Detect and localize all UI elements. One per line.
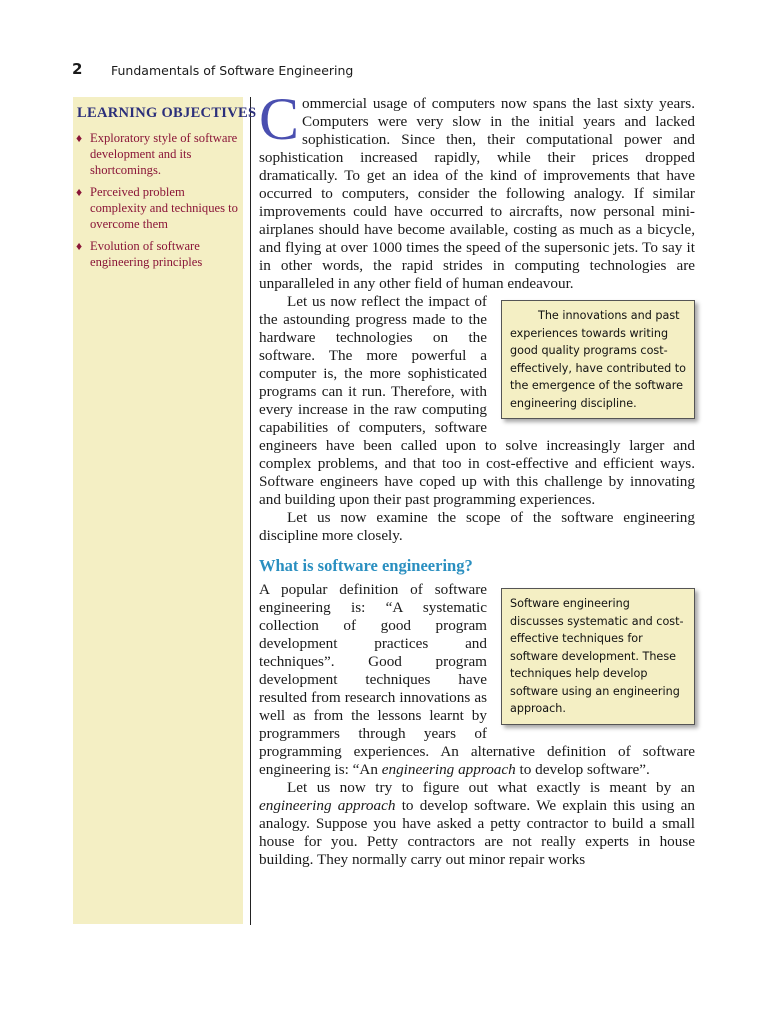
- objective-text: Perceived problem complexity and techniques to overcome them: [90, 185, 238, 231]
- objective-item: [76, 130, 238, 178]
- paragraph: [259, 293, 695, 509]
- paragraph: [259, 581, 695, 779]
- paragraph: [259, 779, 695, 869]
- drop-cap: C: [259, 86, 300, 152]
- diamond-bullet-icon: ♦: [76, 131, 83, 145]
- main-text-column: [259, 86, 695, 869]
- running-head: Fundamentals of Software Engineering: [111, 63, 354, 78]
- margin-callout: The innovations and past experiences towards writing good quality programs cost-effectively, have contributed to the emergence of the software engineering discipline.: [501, 300, 695, 419]
- learning-objectives-list: [76, 130, 238, 276]
- objective-text: Exploratory style of software development and its shortcomings.: [90, 131, 238, 177]
- objective-item: [76, 238, 238, 270]
- paragraph-text: Let us now reflect the impact of the astounding progress made to the hardware technologies on the software. The more powerful a computer is, the more sophisticated programs can it run. Therefore, with every increase in the raw computing capabilities of computers, software engineers have been called upon to solve increasingly larger and complex problems, and that too in cost-effective and efficient ways. Software engineers have coped up with this challenge by innovating and building upon their past programming experiences.: [259, 293, 695, 508]
- paragraph-text: Let us now try to figure out what exactly is meant by an: [287, 779, 695, 796]
- paragraph: [259, 86, 695, 293]
- diamond-bullet-icon: ♦: [76, 185, 83, 199]
- paragraph-text: ommercial usage of computers now spans the last sixty years. Computers were very slow in the initial years and lacked sophistication. Since then, their computational power and sophistication increased rapidly, while their prices dropped dramatically. To get an idea of the kind of improvements that have occurred to computers, consider the following analogy. If similar improvements could have occurred to aircrafts, now personal mini-airplanes should have become available, costing as much as a bicycle, and flying at over 1000 times the speed of the supersonic jets. To say it in other words, the rapid strides in computing technologies are unparalleled in any other field of human endeavour.: [259, 95, 695, 292]
- objective-item: [76, 184, 238, 232]
- margin-callout: Software engineering discusses systematic and cost-effective techniques for software development. These techniques help develop software using an engineering approach.: [501, 588, 695, 725]
- diamond-bullet-icon: ♦: [76, 239, 83, 253]
- objective-text: Evolution of software engineering principles: [90, 239, 203, 269]
- page-number: 2: [72, 60, 83, 78]
- paragraph-text: to develop software. We explain this using an analogy. Suppose you have asked a petty contractor to build a small house for you. Petty contractors are not really experts in house building. They normally carry out minor repair works: [259, 797, 695, 868]
- column-divider: [250, 97, 251, 925]
- emphasis: engineering approach: [259, 797, 396, 814]
- emphasis: engineering approach: [381, 761, 516, 778]
- section-heading: What is software engineering?: [259, 556, 473, 575]
- paragraph-text: A popular definition of software engineering is: “A systematic collection of good program development practices and techniques”. Good program development techniques have resulted from research innovations as well as from the lessons learnt by programmers through years of programming experiences. An alternative definition of software engineering is: “An: [259, 581, 695, 778]
- paragraph: Let us now examine the scope of the software engineering discipline more closely.: [259, 509, 695, 544]
- paragraph-text: to develop software”.: [515, 761, 650, 778]
- learning-objectives-title: LEARNING OBJECTIVES: [77, 105, 257, 121]
